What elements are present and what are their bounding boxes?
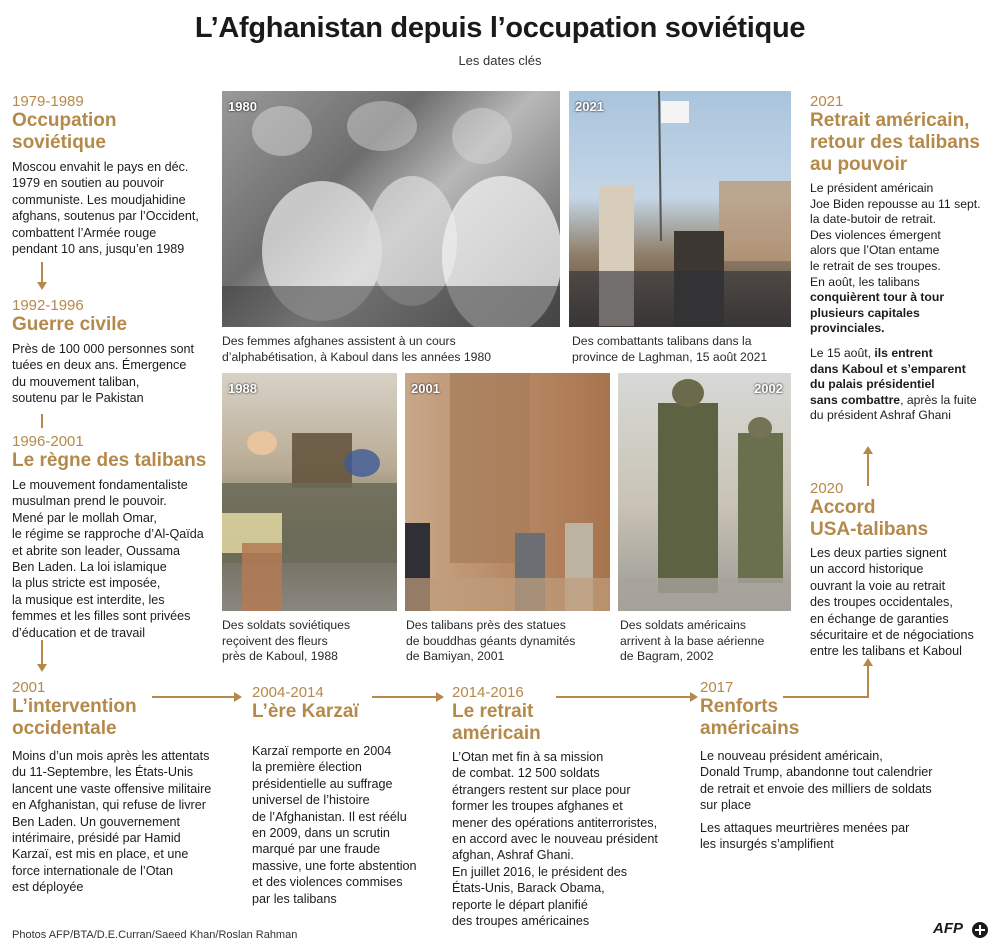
event-1992-1996 [12,297,217,407]
afp-logo-icon [971,921,989,939]
afp-logo: AFP [933,920,993,944]
event-heading: Le retrait américain [452,701,541,744]
event-year: 1996-2001 [12,433,84,450]
photo-1988-soviet-soldiers [222,373,397,611]
photo-credit: Photos AFP/BTA/D.E.Curran/Saeed Khan/Roslan Rahman [12,929,298,941]
photo-illustration [569,91,791,327]
event-2021 [810,93,995,424]
photo-illustration [222,373,397,611]
event-heading: Guerre civile [12,314,128,335]
event-body: Moscou envahit le pays en déc. 1979 en soutien au pouvoir communiste. Les moudjahidine afghans, soutenus par l’Occident, combattent l’Armée rouge pendant 10 ans, jusqu’en 1989 [12,160,199,257]
event-year: 2021 [810,93,844,110]
event-heading: L’ère Karzaï [252,701,359,722]
event-2001 [12,679,247,896]
page-subtitle: Les dates clés [458,53,542,68]
photo-year-tag: 2001 [411,381,440,396]
event-body: Près de 100 000 personnes sont tuées en deux ans. Émergence du mouvement taliban, soutenu par le Pakistan [12,342,195,406]
event-heading: Renforts américains [700,696,800,739]
event-body: Le mouvement fondamentaliste musulman prend le pouvoir. Mené par le mollah Omar, le régime se rapproche d’Al-Qaïda et abrite son leader, Oussama Ben Laden. La loi islamique la plus stricte est imposée, la musique est interdite, les femmes et les filles sont privées d’éducation et de travail [12,478,204,640]
event-heading: Occupation soviétique [12,110,117,153]
photo-2002-caption: Des soldats américains arrivent à la base aérienne de Bagram, 2002 [620,618,765,663]
event-body: Le nouveau président américain, Donald Trump, abandonne tout calendrier de retrait et envoie des milliers de soldats sur place Les attaques meurtrières menées par les insurgés s’amplifient [700,749,933,852]
event-year: 2017 [700,679,734,696]
event-body: Le président américain Joe Biden repousse au 11 sept. la date-butoir de retrait. Des violences émergent alors que l’Otan entame le retrait de ses troupes. En août, les talibans conquièrent tour à tour plusieurs capitales provinciales. Le 15 août, ils entrent dans Kaboul et s’emparent du palais présidentiel sans combattre, après la fuite du président Ashraf Ghani [810,181,981,423]
event-body: Les deux parties signent un accord historique ouvrant la voie au retrait des troupes occidentales, en échange de garanties sécuritaire et de négociations entre les talibans et Kaboul [810,546,974,659]
photo-2001-caption: Des talibans près des statues de bouddhas géants dynamités de Bamiyan, 2001 [406,618,576,663]
photo-illustration [405,373,610,611]
photo-2021-taliban-fighters [569,91,791,327]
event-heading: Le règne des talibans [12,450,207,471]
event-body: L’Otan met fin à sa mission de combat. 12 500 soldats étrangers restent sur place pour former les troupes afghanes et mener des opérations antiterroristes, en accord avec le nouveau président afghan, Ashraf Ghani. En juillet 2016, le président des États-Unis, Barack Obama, reporte le départ planifié des troupes américaines [452,750,658,929]
event-heading: Accord USA-talibans [810,497,929,540]
event-year: 2001 [12,679,46,696]
event-year: 1992-1996 [12,297,84,314]
page-title: L’Afghanistan depuis l’occupation soviétique [194,12,806,44]
event-body: Moins d’un mois après les attentats du 11-Septembre, les États-Unis lancent une vaste offensive militaire en Afghanistan, qui refuse de livrer Ben Laden. Un gouvernement intérimaire, présidé par Hamid Karzaï, est mis en place, et une force internationale de l’Otan est déployée [12,749,212,895]
event-2004-2014 [252,684,442,907]
event-year: 2020 [810,480,844,497]
photo-1980-women-class [222,91,560,327]
photo-1988-caption: Des soldats soviétiques reçoivent des fleurs près de Kaboul, 1988 [222,618,351,663]
photo-illustration [222,91,560,327]
photo-year-tag: 2021 [575,99,604,114]
event-year: 1979-1989 [12,93,84,110]
photo-year-tag: 2002 [754,381,783,396]
event-heading: L’intervention occidentale [12,696,137,739]
photo-illustration [618,373,791,611]
event-2014-2016 [452,684,692,929]
photo-year-tag: 1980 [228,99,257,114]
event-2020 [810,480,995,660]
event-1979-1989 [12,93,217,257]
event-body: Karzaï remporte en 2004 la première élection présidentielle au suffrage universel de l’histoire de l’Afghanistan. Il est réélu en 2009, dans un scrutin marqué par une fraude massive, une forte abstention et des violences commises par les talibans [252,744,417,906]
photo-1980-caption: Des femmes afghanes assistent à un cours d’alphabétisation, à Kaboul dans les années 1980 [222,334,492,364]
event-1996-2001 [12,433,222,641]
photo-2002-us-soldiers [618,373,791,611]
event-2017 [700,679,960,852]
event-heading: Retrait américain, retour des talibans au pouvoir [810,110,980,175]
event-year: 2014-2016 [452,684,524,701]
photo-year-tag: 1988 [228,381,257,396]
photo-2021-caption: Des combattants talibans dans la province de Laghman, 15 août 2021 [572,334,768,364]
event-year: 2004-2014 [252,684,324,701]
photo-2001-bamiyan-taliban [405,373,610,611]
